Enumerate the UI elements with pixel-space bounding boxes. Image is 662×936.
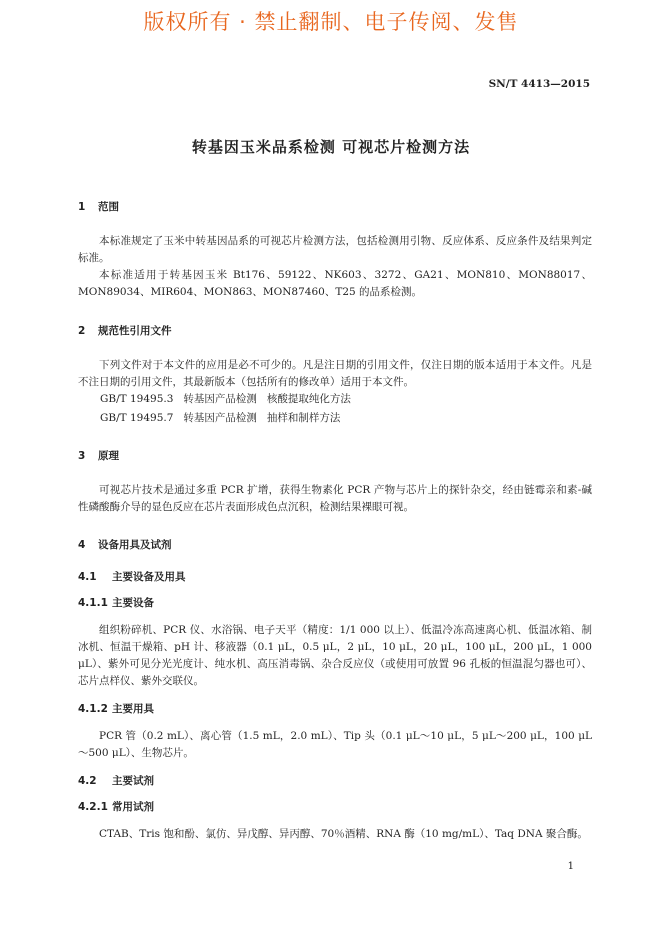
section-4-1-heading bbox=[78, 569, 186, 584]
section-title: 范围 bbox=[98, 201, 119, 213]
section-2-paragraph-1: 下列文件对于本文件的应用是必不可少的。凡是注日期的引用文件，仅注日期的版本适用于本文件。凡是不注日期的引用文件，其最新版本（包括所有的修改单）适用于本文件。 bbox=[78, 359, 592, 388]
section-4-heading bbox=[78, 537, 172, 552]
section-number: 4.2 bbox=[78, 775, 97, 787]
section-4-2-heading bbox=[78, 773, 154, 788]
section-number: 4.1.1 bbox=[78, 597, 108, 609]
section-number: 1 bbox=[78, 201, 86, 213]
section-number: 3 bbox=[78, 450, 86, 462]
section-4-1-1-paragraph: 组织粉碎机、PCR 仪、水浴锅、电子天平（精度：1/1 000 以上）、低温冷冻高速离心机、低温冰箱、制冰机、恒温干燥箱、pH 计、移液器（0.1 μL，0.5 μL，2 μL，10 μL，20 μL，100 μL，200 μL，1 000 μL）、紫外可见分光光度计、纯水机、高压消毒锅、杂合反应仪（或使用可放置 96 孔板的恒温混匀器也可）、芯片点样仪、紫外交联仪。 bbox=[78, 624, 592, 687]
section-4-1-2-paragraph: PCR 管（0.2 mL）、离心管（1.5 mL，2.0 mL）、Tip 头（0.1 μL～10 μL，5 μL～200 μL，100 μL～500 μL）、生物芯片。 bbox=[78, 730, 592, 759]
section-number: 2 bbox=[78, 325, 86, 337]
section-number: 4.2.1 bbox=[78, 801, 108, 813]
document-title: 转基因玉米品系检测 可视芯片检测方法 bbox=[191, 138, 471, 156]
section-4-2-1-heading bbox=[78, 799, 154, 814]
section-1-heading bbox=[78, 199, 119, 214]
page-number: 1 bbox=[567, 861, 574, 872]
section-number: 4.1 bbox=[78, 571, 97, 583]
section-1-paragraph-1: 本标准规定了玉米中转基因品系的可视芯片检测方法，包括检测用引物、反应体系、反应条件及结果判定标准。 bbox=[78, 235, 592, 264]
section-4-1-2-heading bbox=[78, 701, 154, 716]
watermark-banner: 版权所有 · 禁止翻制、电子传阅、发售 bbox=[143, 10, 519, 34]
section-number: 4 bbox=[78, 539, 86, 551]
section-3-heading bbox=[78, 448, 119, 463]
section-title: 主要设备 bbox=[112, 597, 154, 609]
section-title: 主要设备及用具 bbox=[112, 571, 186, 583]
section-4-1-1-heading bbox=[78, 595, 154, 610]
section-title: 主要用具 bbox=[112, 703, 154, 715]
reference-item: GB/T 19495.7 转基因产品检测 抽样和制样方法 bbox=[100, 412, 341, 424]
section-number: 4.1.2 bbox=[78, 703, 108, 715]
reference-item: GB/T 19495.3 转基因产品检测 核酸提取纯化方法 bbox=[100, 393, 351, 405]
section-title: 主要试剂 bbox=[112, 775, 154, 787]
section-4-2-1-paragraph: CTAB、Tris 饱和酚、氯仿、异戊醇、异丙醇、70％酒精、RNA 酶（10 mg/mL）、Taq DNA 聚合酶。 bbox=[99, 828, 588, 840]
section-3-paragraph-1: 可视芯片技术是通过多重 PCR 扩增，获得生物素化 PCR 产物与芯片上的探针杂交，经由链霉亲和素-碱性磷酸酶介导的显色反应在芯片表面形成色点沉积，检测结果裸眼可视。 bbox=[78, 484, 592, 513]
section-title: 规范性引用文件 bbox=[98, 325, 172, 337]
standard-code: SN/T 4413—2015 bbox=[488, 78, 590, 90]
section-title: 常用试剂 bbox=[112, 801, 154, 813]
section-title: 设备用具及试剂 bbox=[98, 539, 172, 551]
section-2-heading bbox=[78, 323, 172, 338]
section-1-paragraph-2: 本标准适用于转基因玉米 Bt176、59122、NK603、3272、GA21、MON810、MON88017、MON89034、MIR604、MON863、MON87460、T25 的品系检测。 bbox=[78, 269, 592, 298]
section-title: 原理 bbox=[98, 450, 119, 462]
